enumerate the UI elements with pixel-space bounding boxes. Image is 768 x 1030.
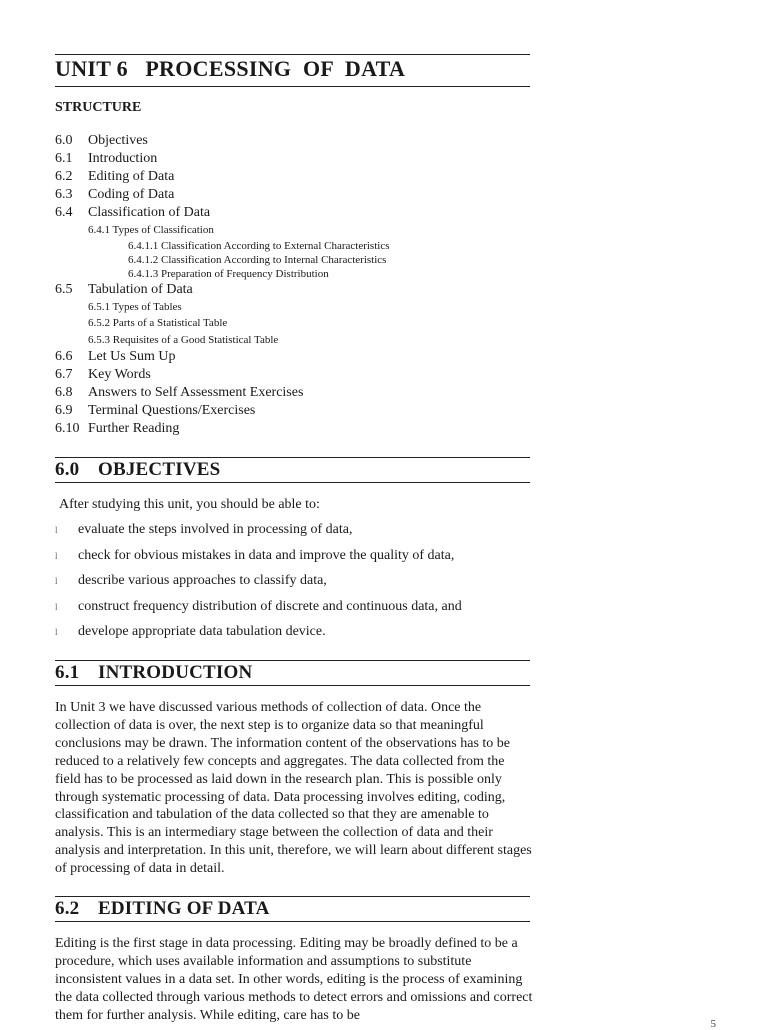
introduction-paragraph: In Unit 3 we have discussed various methods of collection of data. Once the collection of data is over, the next step is to organize data so that meaningful conclusions may be drawn. The information content of the observations has to be reduced to a relatively few concepts and aggregates. The data collected from the field has to be processed as laid down in the research plan. This is possible only through systematic processing of data. Data processing involves editing, coding, classification and tabulation of the data collected so that they are amenable to analysis. This is an intermediary stage between the collection of data and their analysis and interpretation. In this unit, therefore, we will learn about different stages of processing of data in detail. <box>55 700 532 877</box>
toc-item-label: Let Us Sum Up <box>88 349 176 364</box>
introduction-heading <box>55 662 252 684</box>
objectives-intro: After studying this unit, you should be able to: <box>59 497 320 512</box>
toc-item-number: 6.1 <box>55 151 73 166</box>
objective-text: check for obvious mistakes in data and improve the quality of data, <box>78 547 455 563</box>
section-number: 6.0 <box>55 459 80 480</box>
toc-item-label: Classification of Data <box>88 205 211 220</box>
objective-text: construct frequency distribution of discrete and continuous data, and <box>78 598 462 614</box>
toc-item-label: Answers to Self Assessment Exercises <box>88 385 304 400</box>
introduction-bottom-rule <box>55 685 530 686</box>
bullet-icon: l <box>55 627 58 637</box>
objectives-top-rule <box>55 457 530 458</box>
objectives-bottom-rule <box>55 482 530 483</box>
bullet-icon: l <box>55 525 58 535</box>
unit-title: UNIT 6 PROCESSING OF DATA <box>55 56 406 81</box>
structure-heading: STRUCTURE <box>55 100 142 115</box>
introduction-top-rule <box>55 660 530 661</box>
objectives-list <box>55 519 462 647</box>
objective-item <box>55 570 462 596</box>
bullet-icon: l <box>55 550 58 561</box>
objective-item <box>55 545 462 571</box>
toc-item-number: 6.10 <box>55 421 80 436</box>
toc-item-number: 6.8 <box>55 385 73 400</box>
toc-item <box>55 402 535 420</box>
section-title: INTRODUCTION <box>98 662 253 683</box>
toc-item-number: 6.5 <box>55 281 73 297</box>
bullet-icon: l <box>55 576 58 586</box>
objective-text: develope appropriate data tabulation device. <box>78 624 326 640</box>
toc-item-label: Key Words <box>88 367 151 382</box>
toc-item-label: Further Reading <box>88 421 180 436</box>
objective-item <box>55 519 462 545</box>
toc-subitem: 6.5.1 Types of Tables <box>88 300 182 313</box>
toc-item <box>55 150 535 168</box>
title-bottom-rule <box>55 86 530 87</box>
editing-heading <box>55 898 270 920</box>
toc-item <box>55 132 535 150</box>
editing-bottom-rule <box>55 921 530 922</box>
toc-item-label: Introduction <box>88 151 158 166</box>
toc-item <box>55 168 535 186</box>
toc-item <box>55 281 535 299</box>
toc-item-number: 6.6 <box>55 349 73 364</box>
toc-item-number: 6.7 <box>55 367 73 382</box>
toc-subitem: 6.4.1 Types of Classification <box>88 224 214 236</box>
objective-item <box>55 596 462 622</box>
toc-subsubitem: 6.4.1.2 Classification According to Internal Characteristics <box>128 253 387 266</box>
section-number: 6.2 <box>55 898 80 919</box>
toc-subitem: 6.5.2 Parts of a Statistical Table <box>88 317 228 329</box>
toc-item-label: Terminal Questions/Exercises <box>88 403 256 418</box>
toc-subsubitem: 6.4.1.1 Classification According to External Characteristics <box>128 239 390 252</box>
toc-item <box>55 204 535 222</box>
table-of-contents <box>55 132 535 438</box>
toc-item-number: 6.4 <box>55 205 73 220</box>
toc-item <box>55 348 535 366</box>
section-title: EDITING OF DATA <box>98 898 270 919</box>
toc-item-label: Objectives <box>88 133 148 148</box>
objective-text: evaluate the steps involved in processing of data, <box>78 522 353 538</box>
editing-paragraph: Editing is the first stage in data processing. Editing may be broadly defined to be a procedure, which uses available information and assumptions to substitute inconsistent values in a data set. In other words, editing is the process of examining the data collected through various methods to detect errors and omissions and correct them for further analysis. While editing, care has to be <box>55 936 533 1023</box>
bullet-icon: l <box>55 601 58 612</box>
toc-item <box>55 384 535 402</box>
toc-item <box>55 420 535 438</box>
section-number: 6.1 <box>55 662 80 683</box>
toc-subsubitem: 6.4.1.3 Preparation of Frequency Distribution <box>128 267 329 280</box>
toc-item-label: Editing of Data <box>88 169 175 184</box>
objective-item <box>55 621 462 647</box>
objectives-heading <box>55 459 220 481</box>
toc-item-number: 6.0 <box>55 133 73 148</box>
title-top-rule <box>55 54 530 55</box>
editing-top-rule <box>55 896 530 897</box>
objective-text: describe various approaches to classify data, <box>78 573 327 589</box>
toc-item-number: 6.2 <box>55 169 73 184</box>
section-title: OBJECTIVES <box>98 459 221 480</box>
toc-item <box>55 366 535 384</box>
toc-item <box>55 186 535 204</box>
toc-item-number: 6.9 <box>55 403 73 418</box>
page-number: 5 <box>710 1018 716 1030</box>
toc-subitem: 6.5.3 Requisites of a Good Statistical Table <box>88 333 279 346</box>
toc-item-label: Tabulation of Data <box>88 281 193 297</box>
toc-item-label: Coding of Data <box>88 187 175 202</box>
toc-item-number: 6.3 <box>55 187 73 202</box>
